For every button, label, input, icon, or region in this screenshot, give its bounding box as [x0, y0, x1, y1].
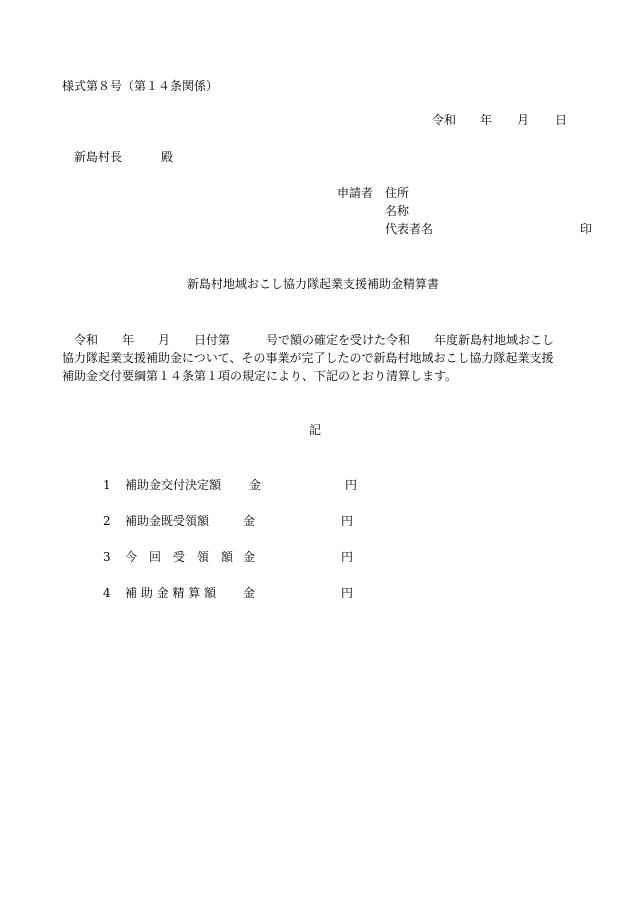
body-text-line-3: 補助金交付要綱第１４条第１項の規定により、下記のとおり清算します。: [62, 369, 458, 383]
item-yen: 円: [345, 478, 358, 492]
applicant-name-label: 名称: [385, 204, 410, 218]
ki-heading: 記: [309, 423, 322, 437]
item-label: 補助金既受領額: [125, 514, 210, 528]
document-title: 新島村地域おこし協力隊起業支援補助金精算書: [187, 277, 440, 291]
applicant-label: 申請者: [337, 186, 374, 200]
item-number: 2: [103, 514, 111, 528]
item-number: 3: [103, 550, 111, 564]
item-kin: 金: [249, 478, 262, 492]
item-label: 補助金交付決定額: [125, 478, 222, 492]
seal-mark: 印: [580, 222, 593, 236]
body-text-line-2: 協力隊起業支援補助金について、その事業が完了したので新島村地域おこし協力隊起業支援: [62, 351, 554, 365]
item-yen: 円: [341, 586, 354, 600]
date-year-unit: 年: [480, 113, 493, 127]
item-kin: 金: [243, 514, 256, 528]
date-era: 令和: [432, 113, 457, 127]
item-number: 1: [103, 478, 111, 492]
body-text-line-1: 令和 年 月 日付第 号で額の確定を受けた令和 年度新島村地域おこし: [62, 333, 555, 347]
item-label: 補 助 金 精 算 額: [125, 586, 217, 600]
item-number: 4: [103, 586, 111, 600]
form-number: 様式第８号（第１４条関係）: [62, 79, 219, 93]
item-yen: 円: [341, 514, 354, 528]
addressee-honorific: 殿: [161, 150, 174, 164]
addressee-name: 新島村長: [74, 150, 123, 164]
item-kin: 金: [243, 550, 256, 564]
date-month-unit: 月: [517, 113, 530, 127]
date-day-unit: 日: [555, 113, 568, 127]
item-yen: 円: [341, 550, 354, 564]
item-label: 今 回 受 領 額: [125, 550, 234, 564]
applicant-representative-label: 代表者名: [385, 222, 434, 236]
item-kin: 金: [243, 586, 256, 600]
applicant-address-label: 住所: [385, 186, 410, 200]
